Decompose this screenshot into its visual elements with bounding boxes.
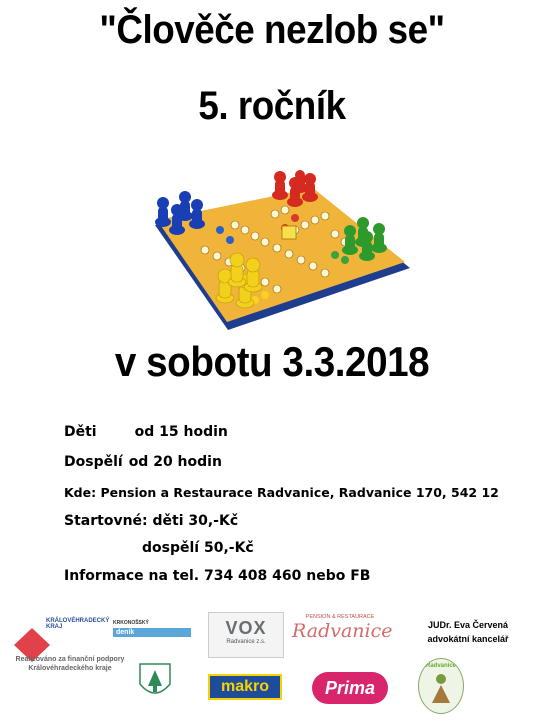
vox-logo-text: VOX: [225, 618, 267, 638]
kraj-logo-text: KRÁLOVÉHRADECKÝ KRAJ: [46, 618, 110, 630]
judr-logo: [408, 618, 528, 646]
prima-logo: [312, 672, 388, 704]
fee-line-adults: dospělí 50,-Kč: [142, 540, 254, 556]
children-row: [64, 424, 228, 440]
event-date: v sobotu 3.3.2018: [114, 338, 430, 385]
adults-label: Dospělí: [64, 454, 123, 470]
vox-logo: [208, 612, 284, 658]
kraj-support-note: Realizováno za finanční podpory Královéhradeckého kraje: [15, 656, 125, 672]
judr-subtitle: advokátní kancelář: [427, 634, 509, 644]
makro-logo-text: makro: [220, 678, 270, 695]
denik-top-text: KRKONOŠSKÝ: [113, 620, 149, 626]
fee-line-children: Startovné: děti 30,-Kč: [64, 513, 239, 529]
vox-sub-text: Radvanice z.s.: [226, 639, 266, 645]
adults-time: od 20 hodin: [128, 454, 222, 470]
denik-logo: [113, 620, 193, 644]
judr-name: JUDr. Eva Červená: [427, 620, 509, 630]
edition-label: 5. ročník: [198, 84, 346, 128]
denik-label: deník: [113, 628, 191, 637]
radvanice-coat-of-arms-icon: [138, 662, 172, 702]
contact-line: Informace na tel. 734 408 460 nebo FB: [64, 568, 371, 584]
prima-logo-text: Prima: [324, 678, 376, 698]
restaurace-logo: [292, 614, 393, 650]
restaurace-top-text: PENSION & RESTAURACE: [305, 614, 375, 620]
adults-row: [64, 454, 222, 470]
radvanice-badge-logo: [418, 658, 464, 714]
event-title: "Člověče nezlob se": [99, 8, 445, 52]
restaurace-name: Radvanice: [292, 620, 393, 642]
board-game-illustration: [145, 170, 415, 335]
children-label: Děti: [64, 424, 97, 440]
children-time: od 15 hodin: [134, 424, 228, 440]
radvanice-badge-text: Radvanice: [425, 663, 456, 669]
venue-line: Kde: Pension a Restaurace Radvanice, Radvanice 170, 542 12: [64, 485, 499, 500]
makro-logo: [208, 674, 282, 700]
radvanice-badge-figure-icon: [426, 671, 456, 705]
